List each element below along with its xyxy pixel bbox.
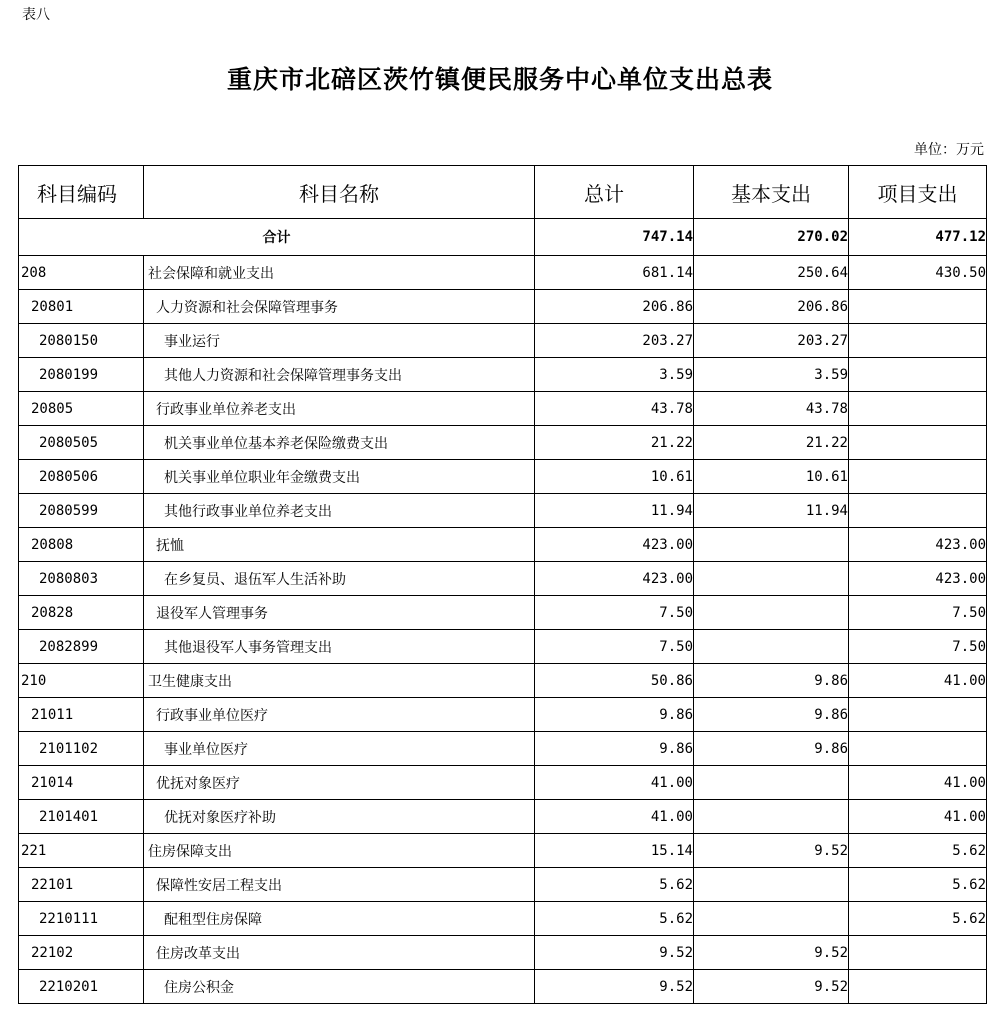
row-code: 2080599 — [19, 494, 144, 528]
row-total: 15.14 — [535, 834, 694, 868]
row-name: 其他行政事业单位养老支出 — [144, 494, 535, 528]
row-basic: 9.86 — [694, 732, 849, 766]
row-total: 10.61 — [535, 460, 694, 494]
table-row — [19, 562, 987, 596]
row-project — [849, 324, 987, 358]
row-code: 20805 — [19, 392, 144, 426]
row-project: 423.00 — [849, 528, 987, 562]
row-name: 住房改革支出 — [144, 936, 535, 970]
row-total: 41.00 — [535, 800, 694, 834]
row-basic — [694, 562, 849, 596]
row-code: 20801 — [19, 290, 144, 324]
row-basic — [694, 596, 849, 630]
summary-total: 747.14 — [535, 219, 694, 256]
row-name: 事业单位医疗 — [144, 732, 535, 766]
row-project: 41.00 — [849, 766, 987, 800]
row-name: 机关事业单位职业年金缴费支出 — [144, 460, 535, 494]
row-code: 2101401 — [19, 800, 144, 834]
row-total: 5.62 — [535, 868, 694, 902]
row-total: 9.52 — [535, 936, 694, 970]
row-project — [849, 460, 987, 494]
expenditure-table — [18, 165, 987, 1004]
table-row — [19, 698, 987, 732]
row-code: 21014 — [19, 766, 144, 800]
row-name: 其他退役军人事务管理支出 — [144, 630, 535, 664]
row-project: 5.62 — [849, 868, 987, 902]
row-code: 2210111 — [19, 902, 144, 936]
row-code: 2080505 — [19, 426, 144, 460]
row-code: 22101 — [19, 868, 144, 902]
row-name: 抚恤 — [144, 528, 535, 562]
row-code: 2080150 — [19, 324, 144, 358]
row-project — [849, 970, 987, 1004]
page-label: 表八 — [22, 7, 50, 23]
row-total: 9.86 — [535, 698, 694, 732]
row-name: 事业运行 — [144, 324, 535, 358]
summary-project: 477.12 — [849, 219, 987, 256]
row-name: 行政事业单位医疗 — [144, 698, 535, 732]
header-total: 总计 — [535, 166, 694, 219]
row-code: 2101102 — [19, 732, 144, 766]
table-row — [19, 494, 987, 528]
table-row — [19, 732, 987, 766]
row-basic: 9.86 — [694, 698, 849, 732]
row-code: 21011 — [19, 698, 144, 732]
table-row — [19, 256, 987, 290]
header-project: 项目支出 — [849, 166, 987, 219]
row-basic: 11.94 — [694, 494, 849, 528]
table-row — [19, 528, 987, 562]
row-basic — [694, 630, 849, 664]
table-row — [19, 290, 987, 324]
row-total: 206.86 — [535, 290, 694, 324]
table-row — [19, 664, 987, 698]
row-total: 11.94 — [535, 494, 694, 528]
row-name: 保障性安居工程支出 — [144, 868, 535, 902]
row-total: 21.22 — [535, 426, 694, 460]
row-project: 41.00 — [849, 800, 987, 834]
row-total: 7.50 — [535, 596, 694, 630]
row-total: 43.78 — [535, 392, 694, 426]
row-name: 优抚对象医疗补助 — [144, 800, 535, 834]
row-name: 退役军人管理事务 — [144, 596, 535, 630]
row-name: 社会保障和就业支出 — [144, 256, 535, 290]
table-row — [19, 902, 987, 936]
row-name: 行政事业单位养老支出 — [144, 392, 535, 426]
row-code: 2080199 — [19, 358, 144, 392]
table-header-row — [19, 166, 987, 219]
row-project: 5.62 — [849, 902, 987, 936]
row-project: 5.62 — [849, 834, 987, 868]
row-total: 681.14 — [535, 256, 694, 290]
table-row — [19, 596, 987, 630]
summary-label: 合计 — [19, 219, 535, 256]
table-row — [19, 868, 987, 902]
row-basic — [694, 800, 849, 834]
row-basic: 9.52 — [694, 970, 849, 1004]
row-name: 其他人力资源和社会保障管理事务支出 — [144, 358, 535, 392]
row-basic: 9.52 — [694, 936, 849, 970]
row-total: 7.50 — [535, 630, 694, 664]
row-code: 22102 — [19, 936, 144, 970]
row-basic: 43.78 — [694, 392, 849, 426]
page-title: 重庆市北碚区茨竹镇便民服务中心单位支出总表 — [226, 65, 773, 94]
row-code: 208 — [19, 256, 144, 290]
row-basic — [694, 868, 849, 902]
row-name: 卫生健康支出 — [144, 664, 535, 698]
unit-label: 单位：万元 — [914, 142, 984, 158]
row-name: 在乡复员、退伍军人生活补助 — [144, 562, 535, 596]
table-row — [19, 460, 987, 494]
header-basic: 基本支出 — [694, 166, 849, 219]
row-project — [849, 290, 987, 324]
summary-row — [19, 219, 987, 256]
row-name: 人力资源和社会保障管理事务 — [144, 290, 535, 324]
header-code: 科目编码 — [19, 166, 144, 219]
table-row — [19, 358, 987, 392]
table-row — [19, 834, 987, 868]
row-basic: 9.86 — [694, 664, 849, 698]
row-project — [849, 494, 987, 528]
row-project — [849, 426, 987, 460]
row-code: 221 — [19, 834, 144, 868]
row-code: 2082899 — [19, 630, 144, 664]
row-code: 2210201 — [19, 970, 144, 1004]
row-code: 20828 — [19, 596, 144, 630]
row-project: 41.00 — [849, 664, 987, 698]
row-basic: 21.22 — [694, 426, 849, 460]
row-project: 7.50 — [849, 596, 987, 630]
row-basic — [694, 528, 849, 562]
row-project: 7.50 — [849, 630, 987, 664]
summary-basic: 270.02 — [694, 219, 849, 256]
row-total: 41.00 — [535, 766, 694, 800]
row-name: 优抚对象医疗 — [144, 766, 535, 800]
row-basic: 250.64 — [694, 256, 849, 290]
row-project — [849, 392, 987, 426]
row-project: 430.50 — [849, 256, 987, 290]
row-project — [849, 358, 987, 392]
row-total: 3.59 — [535, 358, 694, 392]
row-total: 5.62 — [535, 902, 694, 936]
row-project — [849, 936, 987, 970]
row-basic — [694, 766, 849, 800]
row-total: 9.52 — [535, 970, 694, 1004]
row-project — [849, 732, 987, 766]
header-name: 科目名称 — [144, 166, 535, 219]
table-row — [19, 630, 987, 664]
table-row — [19, 970, 987, 1004]
row-code: 210 — [19, 664, 144, 698]
row-code: 2080803 — [19, 562, 144, 596]
row-name: 配租型住房保障 — [144, 902, 535, 936]
table-row — [19, 766, 987, 800]
row-total: 50.86 — [535, 664, 694, 698]
row-name: 住房保障支出 — [144, 834, 535, 868]
row-basic: 206.86 — [694, 290, 849, 324]
row-total: 423.00 — [535, 562, 694, 596]
table-row — [19, 800, 987, 834]
row-basic: 10.61 — [694, 460, 849, 494]
table-row — [19, 324, 987, 358]
row-total: 203.27 — [535, 324, 694, 358]
row-total: 9.86 — [535, 732, 694, 766]
table-row — [19, 936, 987, 970]
row-total: 423.00 — [535, 528, 694, 562]
row-basic: 9.52 — [694, 834, 849, 868]
table-row — [19, 426, 987, 460]
row-basic: 3.59 — [694, 358, 849, 392]
row-code: 20808 — [19, 528, 144, 562]
row-project: 423.00 — [849, 562, 987, 596]
row-name: 机关事业单位基本养老保险缴费支出 — [144, 426, 535, 460]
row-name: 住房公积金 — [144, 970, 535, 1004]
row-code: 2080506 — [19, 460, 144, 494]
row-basic: 203.27 — [694, 324, 849, 358]
row-basic — [694, 902, 849, 936]
table-row — [19, 392, 987, 426]
row-project — [849, 698, 987, 732]
